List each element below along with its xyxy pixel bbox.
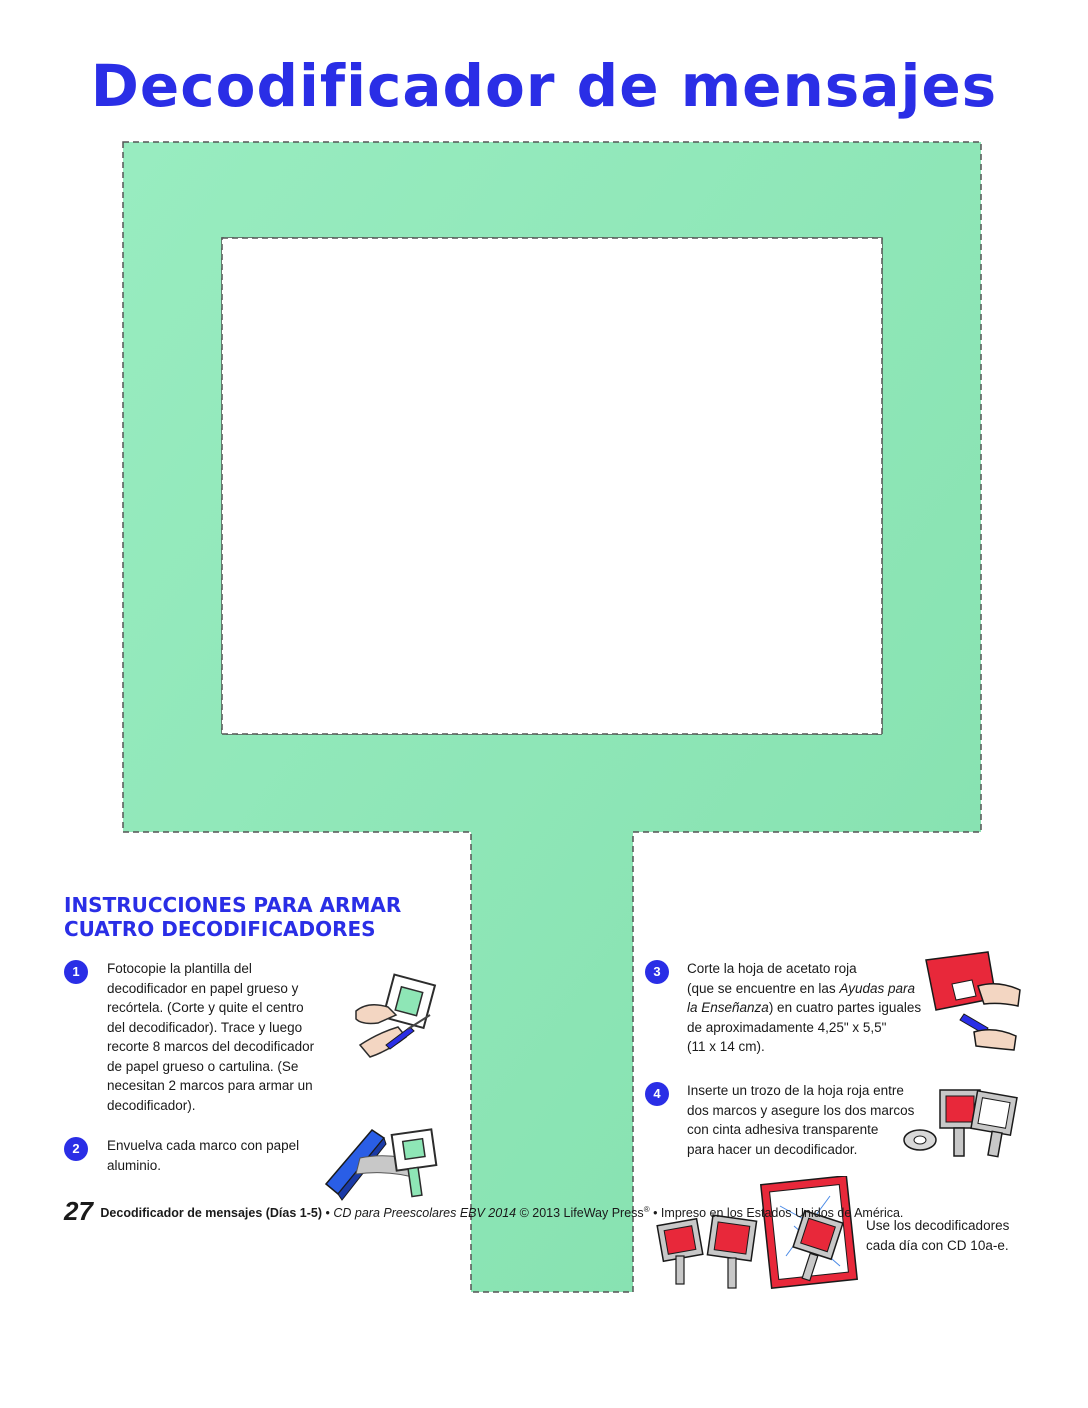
step-1-line: necesitan 2 marcos para armar un bbox=[107, 1078, 313, 1093]
step-3-line-italic: Ayudas para bbox=[839, 980, 916, 996]
assembling-decoder-illustration bbox=[902, 1080, 1026, 1160]
cutting-acetate-illustration bbox=[918, 950, 1024, 1054]
step-4-line: para hacer un decodificador. bbox=[687, 1141, 858, 1157]
step-3-line bbox=[687, 979, 921, 999]
step-3-text bbox=[687, 959, 921, 1057]
footer-bullet: • bbox=[325, 1206, 330, 1220]
step-1-line: Fotocopie la plantilla del bbox=[107, 961, 252, 976]
step-1-text bbox=[107, 959, 314, 1115]
step-3-line: Corte la hoja de acetato roja bbox=[687, 961, 857, 976]
step-3-line bbox=[687, 998, 921, 1018]
usage-note-line: Use los decodificadores bbox=[866, 1218, 1010, 1233]
step-1-line: de papel grueso o cartulina. (Se bbox=[107, 1058, 299, 1074]
step-4-badge: 4 bbox=[645, 1082, 669, 1106]
foil-wrap-illustration bbox=[320, 1122, 450, 1204]
instructions-heading-line1: INSTRUCCIONES PARA ARMAR bbox=[64, 893, 402, 917]
step-4-text bbox=[687, 1081, 914, 1159]
step-4-line: con cinta adhesiva transparente bbox=[687, 1122, 879, 1137]
step-2-text bbox=[107, 1136, 299, 1175]
footer-doc-title: Decodificador de mensajes (Días 1-5) bbox=[100, 1206, 323, 1220]
footer-printed: • Impreso en los Estados Unidos de América. bbox=[653, 1206, 904, 1220]
decoder-window-cutout bbox=[222, 238, 882, 734]
step-1-line: recorte 8 marcos del decodificador bbox=[107, 1039, 315, 1054]
step-1-line: decodificador). bbox=[107, 1097, 196, 1113]
step-3-line-part: (que se encuentre en las bbox=[687, 980, 840, 996]
step-3-line: de aproximadamente 4,25" x 5,5" bbox=[687, 1019, 887, 1035]
footer-product: CD para Preescolares EBV 2014 bbox=[333, 1206, 517, 1220]
step-1-line: decodificador en papel grueso y bbox=[107, 980, 299, 996]
instructions-heading-line2: CUATRO DECODIFICADORES bbox=[64, 917, 376, 941]
step-3-line-italic: la Enseñanza bbox=[687, 1000, 769, 1015]
step-3-line-part: ) en cuatro partes iguales bbox=[768, 1000, 922, 1015]
step-1-badge: 1 bbox=[64, 960, 88, 984]
page-number: 27 bbox=[64, 1196, 93, 1226]
step-3-line: (11 x 14 cm). bbox=[687, 1039, 765, 1054]
instructions-heading bbox=[64, 893, 464, 941]
step-2-line: aluminio. bbox=[107, 1157, 162, 1173]
footer-copyright: © 2013 LifeWay Press bbox=[519, 1206, 644, 1220]
cutting-frame-illustration bbox=[348, 965, 448, 1065]
usage-note-line: cada día con CD 10a-e. bbox=[866, 1237, 1009, 1253]
step-1-line: recórtela. (Corte y quite el centro bbox=[107, 1000, 304, 1015]
step-4-line: dos marcos y asegure los dos marcos bbox=[687, 1102, 915, 1118]
step-2-line: Envuelva cada marco con papel bbox=[107, 1138, 300, 1153]
finished-decoders-illustration bbox=[654, 1176, 860, 1296]
step-4-line: Inserte un trozo de la hoja roja entre bbox=[687, 1083, 904, 1098]
step-3-badge: 3 bbox=[645, 960, 669, 984]
step-2-badge: 2 bbox=[64, 1137, 88, 1161]
page-footer bbox=[64, 1196, 1044, 1227]
page-title: Decodificador de mensajes bbox=[90, 52, 998, 120]
footer-registered-mark: ® bbox=[643, 1204, 650, 1214]
step-1-line: del decodificador). Trace y luego bbox=[107, 1019, 303, 1035]
